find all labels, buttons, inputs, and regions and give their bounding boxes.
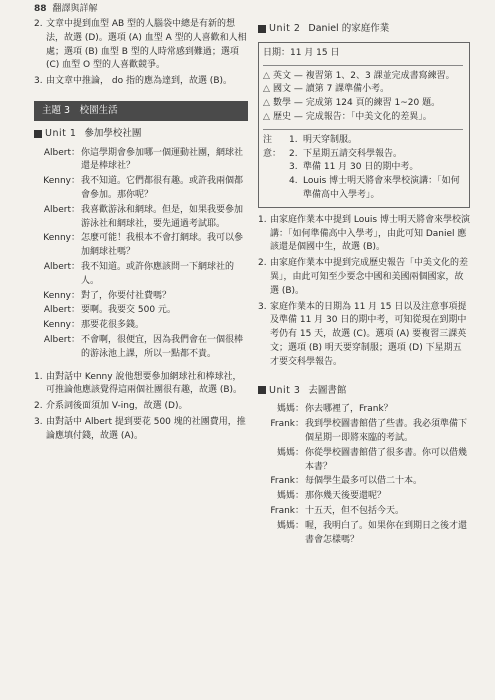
dialogue-line: 媽媽： 你從學校圖書館借了很多書。你可以借幾本書？ bbox=[276, 447, 468, 472]
homework-row: △ 英文 — 複習第 1、2、3 課並完成書寫練習。 bbox=[263, 70, 463, 84]
answer-item: 3. 家庭作業本的日期為 11 月 15 日以及注意事項提及準備 11 月 30 日的期中考，可知從現在到期中考仍有 15 天，故選 (C)。選項 (A) 要複習三課英文；選項 (B) 明天要穿制服；選項 (D) 下星期五才要交科學報告。 bbox=[258, 301, 467, 367]
answer-item: 1. 由對話中 Kenny 說他想要參加網球社和棒球社，可推論他應該覺得這兩個社團很有趣，故選 (B)。 bbox=[34, 371, 243, 396]
unit-title: Daniel 的家庭作業 bbox=[308, 23, 390, 34]
dialogue-line: 媽媽： 喔，我明白了。如果你在到期日之後才還書會怎樣嗎？ bbox=[276, 520, 468, 545]
notes-label: 注意： bbox=[263, 134, 282, 159]
note-item: 4. Louis 博士明天將會來學校演講：「如何準備高中入學考」。 bbox=[289, 176, 460, 200]
dialogue-line: 媽媽： 你去哪裡了，Frank？ bbox=[276, 404, 393, 415]
dialogue bbox=[34, 147, 248, 362]
dialogue-line: Kenny： 對了，你要付社費嗎？ bbox=[43, 290, 172, 301]
note-item: 3. 準備 11 月 30 日的期中考。 bbox=[289, 162, 419, 173]
answer-item: 2. 文章中提到血型 AB 型的人腦袋中總是有新的想法，故選 (D)。選項 (A) 血型 A 型的人喜歡和人相處；選項 (B) 血型 B 型的人時常感到難過；選項 (C) 血型 O 型的人喜歡競爭。 bbox=[34, 19, 247, 71]
triangle-icon: △ bbox=[263, 98, 270, 109]
dialogue-line: Albert： 要啊。我要交 500 元。 bbox=[43, 305, 176, 316]
answer-item: 3. 由對話中 Albert 提到要花 500 塊的社團費用，推論應填付錢，故選 (A)。 bbox=[34, 416, 246, 441]
dialogue-line: 媽媽： 那你幾天後要還呢？ bbox=[276, 491, 387, 502]
homework-row: △ 數學 — 完成第 124 頁的練習 1~20 題。 bbox=[263, 97, 463, 111]
right-column bbox=[258, 18, 470, 548]
homework-date: 日期：11 月 15 日 bbox=[263, 47, 340, 58]
unit-label: Unit 2 bbox=[269, 23, 301, 34]
prev-answers bbox=[34, 18, 248, 89]
dialogue-line: Frank： 我到學校圖書館借了些書。我必須準備下個星期一即將來臨的考試。 bbox=[270, 419, 468, 443]
dialogue-line: Kenny： 我不知道。它們都很有趣。或許我兩個都會參加。那你呢？ bbox=[43, 176, 244, 200]
unit1-answers bbox=[34, 371, 248, 444]
unit2-answers bbox=[258, 214, 470, 370]
dialogue-line: Kenny： 那要花很多錢。 bbox=[43, 320, 145, 331]
square-icon bbox=[258, 386, 266, 394]
dialogue bbox=[258, 403, 470, 547]
unit-heading bbox=[258, 384, 470, 398]
dialogue-line: Albert： 你這學期會參加哪一個運動社團，網球社還是棒球社？ bbox=[43, 147, 244, 172]
theme-banner: 主題 3 校園生活 bbox=[34, 101, 248, 121]
unit-heading bbox=[258, 22, 470, 36]
dialogue-line: Albert： 我不知道。或許你應該問一下網球社的人。 bbox=[43, 261, 235, 286]
dialogue-line: Albert： 不會啊，很便宜，因為我們會在一個很棒的游泳池上課，所以一點都不貴。 bbox=[43, 334, 244, 359]
triangle-icon: △ bbox=[263, 111, 270, 122]
square-icon bbox=[34, 130, 42, 138]
note-item: 1. 明天穿制服。 bbox=[289, 134, 358, 145]
left-column bbox=[34, 18, 248, 446]
triangle-icon: △ bbox=[263, 70, 270, 81]
dialogue-line: Frank： 每個學生最多可以借二十本。 bbox=[270, 476, 423, 487]
unit-title: 去圖書館 bbox=[308, 384, 347, 396]
answer-item: 2. 介系詞後面須加 V-ing，故選 (D)。 bbox=[34, 401, 188, 412]
triangle-icon: △ bbox=[263, 84, 270, 95]
unit-label: Unit 1 bbox=[45, 127, 77, 139]
unit-label: Unit 3 bbox=[269, 384, 301, 396]
homework-row: △ 國文 — 讀第 7 課準備小考。 bbox=[263, 83, 463, 97]
note-item: 2. 下星期五請交科學報告。 bbox=[289, 148, 403, 159]
book-title: 翻譯與詳解 bbox=[52, 4, 98, 14]
page-header bbox=[34, 3, 98, 17]
page-number: 88 bbox=[34, 4, 47, 14]
answer-item: 2. 由家庭作業本中提到完成歷史報告「中美文化的差異」，由此可知至少要念中國和美國兩個國家，故選 (B)。 bbox=[258, 258, 469, 296]
dialogue-line: Kenny： 怎麼可能！我根本不會打網球。我可以參加網球社嗎？ bbox=[43, 233, 244, 258]
answer-item: 1. 由家庭作業本中提到 Louis 博士明天將會來學校演講：「如何準備高中入學考」，由此可知 Daniel 應該還是個國中生，故選 (B)。 bbox=[258, 214, 470, 253]
notes bbox=[263, 134, 463, 203]
dialogue-line: Albert： 我喜歡游泳和網球。但是，如果我要參加游泳社和網球社，要先通過考試耶。 bbox=[43, 204, 244, 229]
unit-heading bbox=[34, 127, 248, 141]
unit-title: 參加學校社團 bbox=[84, 127, 142, 139]
dialogue-line: Frank： 十五天，但不包括今天。 bbox=[270, 505, 405, 516]
homework-box bbox=[258, 42, 470, 208]
answer-item: 3. 由文章中推論， do 指的應為達到，故選 (B)。 bbox=[34, 76, 232, 87]
homework-row: △ 歷史 — 完成報告：「中美文化的差異」。 bbox=[263, 111, 463, 125]
square-icon bbox=[258, 25, 266, 33]
